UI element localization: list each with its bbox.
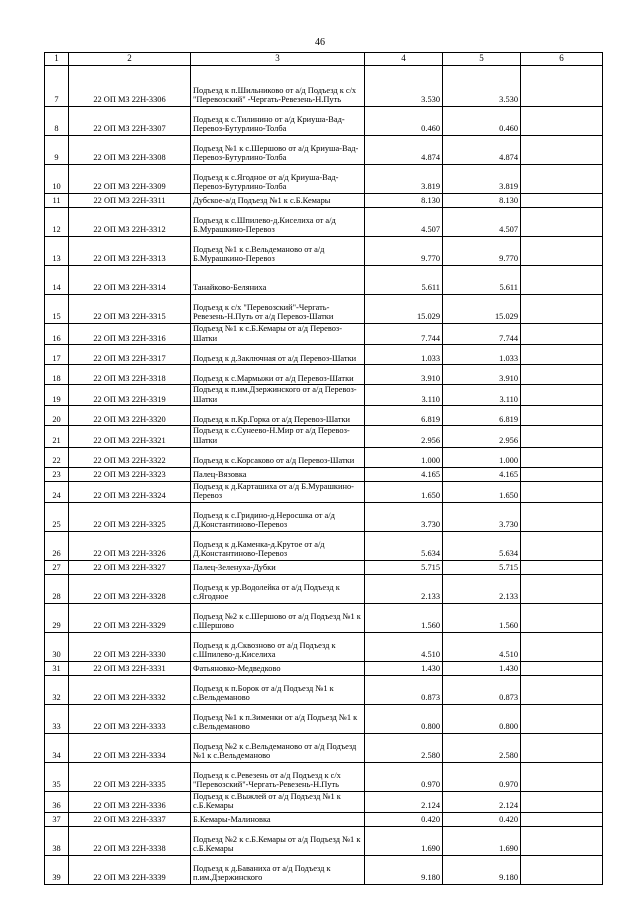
table-row — [45, 855, 603, 884]
cell-length-surface: 0.873 — [443, 675, 521, 704]
cell-length-total: 8.130 — [365, 194, 443, 208]
table-row — [45, 365, 603, 385]
cell-length-surface: 1.560 — [443, 603, 521, 632]
cell-road-name: Подъезд к с.Гридино-д.Неросшка от а/д Д.Константиново-Перевоз — [191, 502, 365, 531]
table-row — [45, 406, 603, 426]
cell-road-id: 22 ОП МЗ 22Н-3326 — [69, 531, 191, 560]
cell-length-surface: 2.124 — [443, 791, 521, 812]
cell-road-id: 22 ОП МЗ 22Н-3333 — [69, 704, 191, 733]
cell-row-number: 36 — [45, 791, 69, 812]
cell-road-id: 22 ОП МЗ 22Н-3336 — [69, 791, 191, 812]
cell-road-id: 22 ОП МЗ 22Н-3329 — [69, 603, 191, 632]
table-row — [45, 704, 603, 733]
table-row — [45, 194, 603, 208]
roads-table — [44, 52, 603, 885]
cell-length-surface: 3.819 — [443, 165, 521, 194]
cell-row-number: 35 — [45, 762, 69, 791]
cell-road-id: 22 ОП МЗ 22Н-3339 — [69, 855, 191, 884]
cell-row-number: 12 — [45, 208, 69, 237]
table-row — [45, 502, 603, 531]
cell-length-surface: 0.800 — [443, 704, 521, 733]
cell-row-number: 8 — [45, 107, 69, 136]
table-row — [45, 107, 603, 136]
cell-road-id: 22 ОП МЗ 22Н-3318 — [69, 365, 191, 385]
cell-length-total: 4.507 — [365, 208, 443, 237]
table-row — [45, 165, 603, 194]
cell-notes — [521, 531, 603, 560]
cell-length-total: 3.730 — [365, 502, 443, 531]
cell-row-number: 38 — [45, 826, 69, 855]
cell-road-id: 22 ОП МЗ 22Н-3315 — [69, 295, 191, 324]
page-number: 46 — [315, 37, 325, 48]
cell-length-surface: 7.744 — [443, 324, 521, 345]
table-row — [45, 426, 603, 447]
cell-length-surface: 6.819 — [443, 406, 521, 426]
column-header-4: 4 — [365, 53, 443, 66]
cell-length-total: 0.873 — [365, 675, 443, 704]
cell-road-name: Подъезд к с.Выжлей от а/д Подъезд №1 к с.Б.Кемары — [191, 791, 365, 812]
cell-notes — [521, 66, 603, 107]
cell-notes — [521, 365, 603, 385]
cell-road-name: Подъезд №2 к с.Шершово от а/д Подъезд №1 к с.Шершово — [191, 603, 365, 632]
cell-length-total: 5.611 — [365, 266, 443, 295]
cell-length-total: 1.033 — [365, 345, 443, 365]
table-row — [45, 136, 603, 165]
cell-length-total: 5.634 — [365, 531, 443, 560]
table-row — [45, 481, 603, 502]
table-row — [45, 675, 603, 704]
cell-road-name: Подъезд к с/х "Перевозский"-Чергать-Ревезень-Н.Путь от а/д Перевоз-Шатки — [191, 295, 365, 324]
cell-notes — [521, 502, 603, 531]
table-row — [45, 791, 603, 812]
cell-length-total: 1.430 — [365, 661, 443, 675]
cell-road-id: 22 ОП МЗ 22Н-3316 — [69, 324, 191, 345]
cell-road-id: 22 ОП МЗ 22Н-3321 — [69, 426, 191, 447]
cell-row-number: 28 — [45, 574, 69, 603]
cell-road-id: 22 ОП МЗ 22Н-3338 — [69, 826, 191, 855]
cell-row-number: 22 — [45, 447, 69, 467]
table-row — [45, 266, 603, 295]
cell-row-number: 17 — [45, 345, 69, 365]
cell-row-number: 11 — [45, 194, 69, 208]
cell-length-surface: 3.530 — [443, 66, 521, 107]
cell-road-id: 22 ОП МЗ 22Н-3327 — [69, 560, 191, 574]
cell-notes — [521, 447, 603, 467]
cell-length-total: 9.180 — [365, 855, 443, 884]
cell-road-id: 22 ОП МЗ 22Н-3319 — [69, 385, 191, 406]
cell-row-number: 32 — [45, 675, 69, 704]
table-row — [45, 560, 603, 574]
column-header-6: 6 — [521, 53, 603, 66]
cell-road-name: Подъезд к с.Ревезень от а/д Подъезд к с/х "Перевозский"-Чергать-Ревезень-Н.Путь — [191, 762, 365, 791]
cell-length-surface: 9.770 — [443, 237, 521, 266]
cell-notes — [521, 324, 603, 345]
cell-length-total: 3.110 — [365, 385, 443, 406]
table-body — [45, 66, 603, 885]
cell-road-id: 22 ОП МЗ 22Н-3334 — [69, 733, 191, 762]
cell-row-number: 16 — [45, 324, 69, 345]
cell-road-name: Подъезд к с.Мармыжи от а/д Перевоз-Шатки — [191, 365, 365, 385]
cell-road-name: Подъезд к с.Сунеево-Н.Мир от а/д Перевоз-Шатки — [191, 426, 365, 447]
cell-length-total: 0.800 — [365, 704, 443, 733]
cell-road-name: Подъезд №2 к с.Вельдеманово от а/д Подъезд №1 к с.Вельдеманово — [191, 733, 365, 762]
table-row — [45, 345, 603, 365]
cell-notes — [521, 266, 603, 295]
cell-length-surface: 4.874 — [443, 136, 521, 165]
table-row — [45, 467, 603, 481]
cell-road-id: 22 ОП МЗ 22Н-3320 — [69, 406, 191, 426]
table-row — [45, 531, 603, 560]
cell-road-name: Подъезд к с.Корсаково от а/д Перевоз-Шатки — [191, 447, 365, 467]
cell-notes — [521, 208, 603, 237]
cell-row-number: 30 — [45, 632, 69, 661]
cell-length-total: 5.715 — [365, 560, 443, 574]
table-row — [45, 661, 603, 675]
cell-road-name: Танайково-Беляниха — [191, 266, 365, 295]
cell-row-number: 39 — [45, 855, 69, 884]
table-row — [45, 208, 603, 237]
cell-length-total: 15.029 — [365, 295, 443, 324]
cell-road-name: Подъезд №1 к п.Зименки от а/д Подъезд №1 к с.Вельдеманово — [191, 704, 365, 733]
cell-length-surface: 3.730 — [443, 502, 521, 531]
cell-length-surface: 3.910 — [443, 365, 521, 385]
cell-row-number: 13 — [45, 237, 69, 266]
cell-length-total: 1.560 — [365, 603, 443, 632]
cell-road-name: Подъезд к д.Баваниха от а/д Подъезд к п.им.Дзержинского — [191, 855, 365, 884]
cell-road-name: Палец-Вязовка — [191, 467, 365, 481]
cell-row-number: 20 — [45, 406, 69, 426]
cell-length-total: 4.165 — [365, 467, 443, 481]
table-row — [45, 603, 603, 632]
cell-road-name: Подъезд к п.Кр.Горка от а/д Перевоз-Шатки — [191, 406, 365, 426]
cell-notes — [521, 165, 603, 194]
cell-notes — [521, 136, 603, 165]
cell-length-total: 1.690 — [365, 826, 443, 855]
cell-road-id: 22 ОП МЗ 22Н-3322 — [69, 447, 191, 467]
cell-length-surface: 2.956 — [443, 426, 521, 447]
cell-length-surface: 1.650 — [443, 481, 521, 502]
cell-row-number: 37 — [45, 812, 69, 826]
cell-road-id: 22 ОП МЗ 22Н-3335 — [69, 762, 191, 791]
cell-row-number: 34 — [45, 733, 69, 762]
cell-length-total: 2.133 — [365, 574, 443, 603]
cell-road-id: 22 ОП МЗ 22Н-3331 — [69, 661, 191, 675]
cell-row-number: 29 — [45, 603, 69, 632]
cell-length-total: 2.124 — [365, 791, 443, 812]
cell-road-name: Подъезд к д.Сквозново от а/д Подъезд к с.Шпилево-д.Киселиха — [191, 632, 365, 661]
cell-road-id: 22 ОП МЗ 22Н-3328 — [69, 574, 191, 603]
table-row — [45, 324, 603, 345]
cell-length-surface: 5.611 — [443, 266, 521, 295]
cell-road-name: Подъезд к п.Шильниково от а/д Подъезд к с/х "Перевозский" -Чергать-Ревезень-Н.Путь — [191, 66, 365, 107]
cell-notes — [521, 237, 603, 266]
table-row — [45, 733, 603, 762]
cell-notes — [521, 704, 603, 733]
cell-length-total: 3.910 — [365, 365, 443, 385]
cell-road-name: Подъезд №1 к с.Б.Кемары от а/д Перевоз-Шатки — [191, 324, 365, 345]
cell-road-name: Подъезд к д.Заключная от а/д Перевоз-Шатки — [191, 345, 365, 365]
cell-length-total: 3.819 — [365, 165, 443, 194]
cell-length-surface: 3.110 — [443, 385, 521, 406]
cell-length-surface: 4.510 — [443, 632, 521, 661]
cell-road-name: Фатьяновко-Медведково — [191, 661, 365, 675]
cell-notes — [521, 560, 603, 574]
cell-notes — [521, 467, 603, 481]
cell-notes — [521, 791, 603, 812]
cell-length-total: 3.530 — [365, 66, 443, 107]
cell-notes — [521, 733, 603, 762]
cell-notes — [521, 574, 603, 603]
cell-notes — [521, 295, 603, 324]
cell-road-id: 22 ОП МЗ 22Н-3317 — [69, 345, 191, 365]
cell-length-surface: 1.690 — [443, 826, 521, 855]
table-row — [45, 812, 603, 826]
cell-row-number: 15 — [45, 295, 69, 324]
cell-road-name: Б.Кемары-Малиновка — [191, 812, 365, 826]
cell-row-number: 10 — [45, 165, 69, 194]
cell-row-number: 33 — [45, 704, 69, 733]
cell-road-name: Подъезд к с.Шпилево-д.Киселиха от а/д Б.Мурашкино-Перевоз — [191, 208, 365, 237]
cell-road-id: 22 ОП МЗ 22Н-3323 — [69, 467, 191, 481]
cell-length-total: 0.420 — [365, 812, 443, 826]
cell-row-number: 23 — [45, 467, 69, 481]
cell-row-number: 7 — [45, 66, 69, 107]
cell-road-name: Подъезд к с.Ягодное от а/д Криуша-Вад-Перевоз-Бутурлино-Толба — [191, 165, 365, 194]
cell-length-surface: 5.634 — [443, 531, 521, 560]
cell-row-number: 21 — [45, 426, 69, 447]
cell-length-total: 7.744 — [365, 324, 443, 345]
cell-notes — [521, 826, 603, 855]
cell-notes — [521, 855, 603, 884]
cell-notes — [521, 406, 603, 426]
cell-road-id: 22 ОП МЗ 22Н-3311 — [69, 194, 191, 208]
cell-notes — [521, 194, 603, 208]
cell-road-name: Подъезд №2 к с.Б.Кемары от а/д Подъезд №1 к с.Б.Кемары — [191, 826, 365, 855]
cell-length-surface: 4.165 — [443, 467, 521, 481]
cell-road-name: Палец-Зеленуха-Дубки — [191, 560, 365, 574]
cell-length-surface: 2.580 — [443, 733, 521, 762]
table-row — [45, 66, 603, 107]
cell-row-number: 27 — [45, 560, 69, 574]
table-row — [45, 447, 603, 467]
column-header-5: 5 — [443, 53, 521, 66]
table-row — [45, 237, 603, 266]
cell-road-name: Подъезд к д.Карташиха от а/д Б.Мурашкино-Перевоз — [191, 481, 365, 502]
cell-length-surface: 0.460 — [443, 107, 521, 136]
cell-length-surface: 1.430 — [443, 661, 521, 675]
cell-row-number: 31 — [45, 661, 69, 675]
cell-length-total: 6.819 — [365, 406, 443, 426]
cell-road-name: Подъезд к с.Тилинино от а/д Криуша-Вад-Перевоз-Бутурлино-Толба — [191, 107, 365, 136]
cell-length-total: 9.770 — [365, 237, 443, 266]
table-row — [45, 632, 603, 661]
cell-road-name: Подъезд №1 к с.Шершово от а/д Криуша-Вад-Перевоз-Бутурлино-Толба — [191, 136, 365, 165]
header-row — [45, 53, 603, 66]
cell-road-id: 22 ОП МЗ 22Н-3324 — [69, 481, 191, 502]
cell-road-name: Дубское-а/д Подъезд №1 к с.Б.Кемары — [191, 194, 365, 208]
cell-length-total: 4.510 — [365, 632, 443, 661]
cell-row-number: 18 — [45, 365, 69, 385]
table-row — [45, 762, 603, 791]
cell-road-name: Подъезд к п.Борок от а/д Подъезд №1 к с.Вельдеманово — [191, 675, 365, 704]
cell-road-id: 22 ОП МЗ 22Н-3314 — [69, 266, 191, 295]
cell-road-id: 22 ОП МЗ 22Н-3312 — [69, 208, 191, 237]
table-row — [45, 574, 603, 603]
cell-length-surface: 8.130 — [443, 194, 521, 208]
cell-road-id: 22 ОП МЗ 22Н-3309 — [69, 165, 191, 194]
cell-notes — [521, 385, 603, 406]
cell-length-surface: 15.029 — [443, 295, 521, 324]
cell-length-total: 2.956 — [365, 426, 443, 447]
cell-length-surface: 5.715 — [443, 560, 521, 574]
cell-notes — [521, 762, 603, 791]
cell-road-name: Подъезд к ур.Водолейка от а/д Подъезд к с.Ягодное — [191, 574, 365, 603]
cell-notes — [521, 107, 603, 136]
cell-road-id: 22 ОП МЗ 22Н-3332 — [69, 675, 191, 704]
cell-notes — [521, 661, 603, 675]
cell-road-id: 22 ОП МЗ 22Н-3337 — [69, 812, 191, 826]
cell-length-surface: 4.507 — [443, 208, 521, 237]
cell-length-total: 1.650 — [365, 481, 443, 502]
cell-length-surface: 2.133 — [443, 574, 521, 603]
cell-length-surface: 0.970 — [443, 762, 521, 791]
cell-notes — [521, 481, 603, 502]
column-header-2: 2 — [69, 53, 191, 66]
cell-row-number: 26 — [45, 531, 69, 560]
cell-length-surface: 9.180 — [443, 855, 521, 884]
cell-notes — [521, 603, 603, 632]
cell-road-name: Подъезд к п.им.Дзержинского от а/д Перевоз-Шатки — [191, 385, 365, 406]
column-header-1: 1 — [45, 53, 69, 66]
cell-length-total: 0.460 — [365, 107, 443, 136]
column-header-3: 3 — [191, 53, 365, 66]
table-row — [45, 295, 603, 324]
cell-row-number: 24 — [45, 481, 69, 502]
cell-road-id: 22 ОП МЗ 22Н-3307 — [69, 107, 191, 136]
cell-notes — [521, 345, 603, 365]
cell-road-id: 22 ОП МЗ 22Н-3325 — [69, 502, 191, 531]
cell-length-total: 4.874 — [365, 136, 443, 165]
cell-road-name: Подъезд к д.Каменка-д.Крутое от а/д Д.Константиново-Перевоз — [191, 531, 365, 560]
cell-row-number: 9 — [45, 136, 69, 165]
cell-road-id: 22 ОП МЗ 22Н-3306 — [69, 66, 191, 107]
cell-notes — [521, 632, 603, 661]
cell-road-id: 22 ОП МЗ 22Н-3330 — [69, 632, 191, 661]
cell-row-number: 25 — [45, 502, 69, 531]
cell-road-id: 22 ОП МЗ 22Н-3308 — [69, 136, 191, 165]
cell-length-surface: 1.033 — [443, 345, 521, 365]
cell-length-total: 2.580 — [365, 733, 443, 762]
cell-notes — [521, 426, 603, 447]
cell-road-name: Подъезд №1 к с.Вельдеманово от а/д Б.Мурашкино-Перевоз — [191, 237, 365, 266]
table-row — [45, 385, 603, 406]
cell-notes — [521, 812, 603, 826]
cell-row-number: 14 — [45, 266, 69, 295]
table-row — [45, 826, 603, 855]
cell-length-surface: 0.420 — [443, 812, 521, 826]
cell-length-total: 0.970 — [365, 762, 443, 791]
cell-notes — [521, 675, 603, 704]
cell-length-total: 1.000 — [365, 447, 443, 467]
cell-row-number: 19 — [45, 385, 69, 406]
cell-road-id: 22 ОП МЗ 22Н-3313 — [69, 237, 191, 266]
cell-length-surface: 1.000 — [443, 447, 521, 467]
